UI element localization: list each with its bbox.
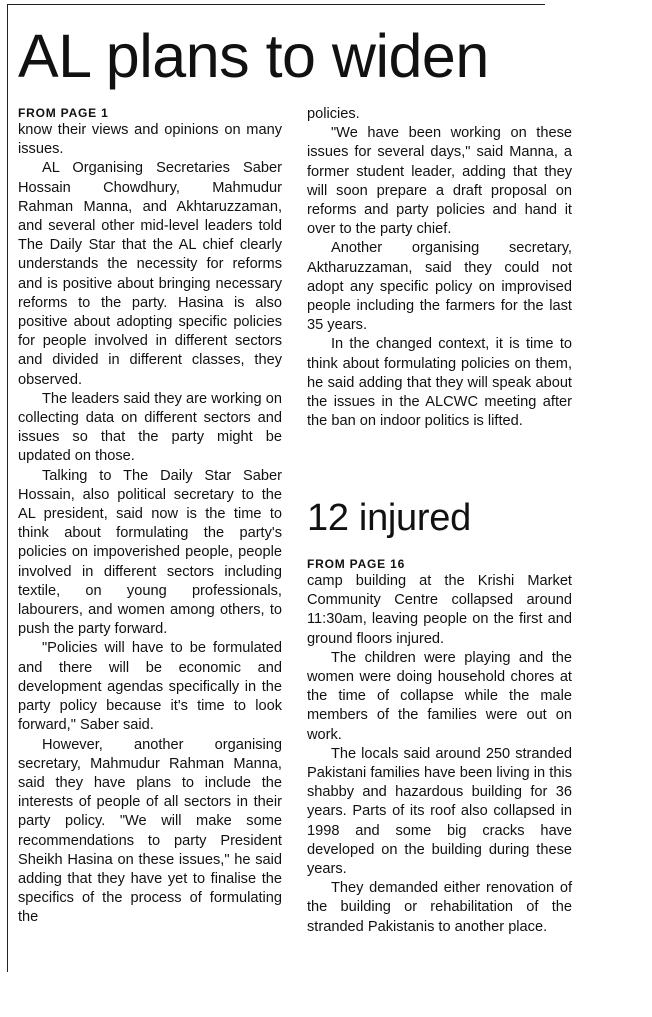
paragraph: AL Organising Secretaries Saber Hossain Chowdhury, Mahmudur Rahman Manna, and Akhtaruzzaman, and several other mid-level leaders told The Daily Star that the AL chief clearly understands the necessity for reforms and is positive about bringing necessary reforms to the party. Hasina is also positive about adopting specific policies for people involved in different sectors and divided in different classes, they observed. (18, 160, 282, 388)
jump-line-from-page-16: FROM PAGE 16 (307, 557, 406, 571)
paragraph: The leaders said they are working on collecting data on different sectors and issues so that the party might be updated on those. (18, 390, 282, 465)
story-al-plans-column-1 (18, 105, 282, 928)
paragraph: However, another organising secretary, Mahmudur Rahman Manna, said they have plans to include the interests of people of all sectors in their party policy. "We will make some recommendations to party President Sheikh Hasina on these issues," he said adding that they have yet to finalise the specifics of the process of formulating the (18, 736, 282, 926)
paragraph: know their views and opinions on many issues. (18, 122, 282, 158)
paragraph: "We have been working on these issues for several days," said Manna, a former student leader, adding that they will soon prepare a draft proposal on reforms and party policies and hand it over to the party chief. (307, 125, 572, 238)
paragraph: camp building at the Krishi Market Community Centre collapsed around 11:30am, leaving people on the first and ground floors injured. (307, 573, 572, 647)
left-rule (7, 4, 8, 972)
paragraph: "Policies will have to be formulated and there will be economic and development agendas specifically in the party policy because it's time to look forward," Saber said. (18, 640, 282, 734)
jump-line-from-page-1: FROM PAGE 1 (18, 106, 109, 120)
paragraph: Talking to The Daily Star Saber Hossain, also political secretary to the AL president, said now is the time to think about formulating the party's policies on impoverished people, people involved in different sectors including textile, on young professionals, labourers, and women among others, to push the party forward. (18, 467, 282, 638)
headline-al-plans: AL plans to widen (18, 22, 489, 90)
paragraph: The children were playing and the women were doing household chores at the time of collapse while the male members of the families were out on work. (307, 649, 572, 743)
paragraph: Another organising secretary, Aktharuzzaman, said they could not adopt any specific policy on improvised people including the farmers for the last 35 years. (307, 240, 572, 334)
paragraph: They demanded either renovation of the building or rehabilitation of the stranded Pakistanis to another place. (307, 880, 572, 935)
paragraph: In the changed context, it is time to think about formulating policies on them, he said adding that they will speak about the issues in the ALCWC meeting after the ban on indoor politics is lifted. (307, 336, 572, 430)
story-12-injured (307, 556, 572, 937)
headline-12-injured: 12 injured (307, 497, 471, 539)
story-al-plans-column-2 (307, 105, 572, 431)
top-rule (7, 4, 545, 5)
paragraph: policies. (307, 106, 360, 122)
paragraph: The locals said around 250 stranded Pakistani families have been living in this shabby and hazardous building for 36 years. Parts of its roof also collapsed in 1998 and some big cracks have developed on the building during these years. (307, 745, 572, 878)
